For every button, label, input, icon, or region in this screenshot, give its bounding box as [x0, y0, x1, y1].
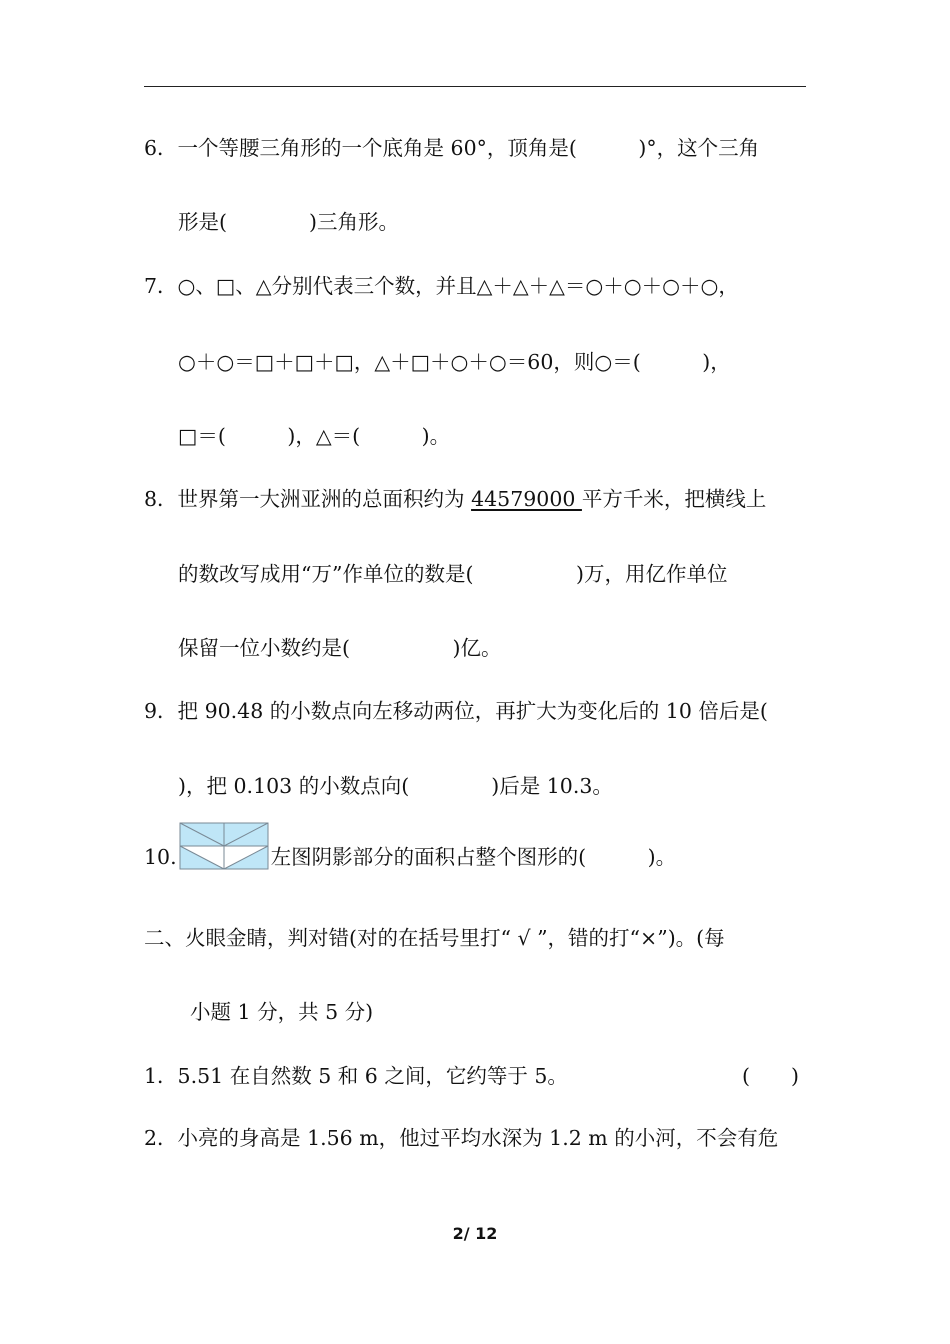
- question-text: 5.51 在自然数 5 和 6 之间，它约等于 5。: [177, 1064, 568, 1088]
- question-text: 小亮的身高是 1.56 m，他过平均水深为 1.2 m 的小河，不会有危: [177, 1126, 779, 1150]
- question-text: 世界第一大洲亚洲的总面积约为: [177, 487, 472, 511]
- judge-item-1: [144, 1062, 568, 1090]
- section-2-heading-line-1: 二、火眼金睛，判对错(对的在括号里打“ √ ”，错的打“×”)。(每: [144, 926, 725, 950]
- question-9-line-1: [144, 697, 768, 725]
- question-9-line-2: )，把 0.103 的小数点向( )后是 10.3。: [178, 774, 613, 798]
- question-8-line-1: [144, 485, 766, 513]
- question-text: 平方千米，把横线上: [581, 487, 767, 511]
- header-rule: [144, 86, 806, 87]
- question-7-line-1: [144, 272, 739, 300]
- question-text: ○、□、△分别代表三个数，并且△＋△＋△＝○＋○＋○＋○，: [177, 274, 739, 298]
- question-10-line: [144, 822, 676, 887]
- question-number: 6．: [144, 136, 178, 160]
- question-number: 1．: [144, 1064, 178, 1088]
- underlined-number: 44579000: [471, 487, 582, 511]
- question-number: 7．: [144, 274, 178, 298]
- question-number: 9．: [144, 699, 178, 723]
- question-8-line-3: 保留一位小数约是( )亿。: [178, 636, 502, 660]
- question-number: 8．: [144, 487, 178, 511]
- question-text: 一个等腰三角形的一个底角是 60°，顶角是( )°，这个三角: [177, 136, 760, 160]
- judge-item-2: [144, 1124, 778, 1152]
- question-7-line-3: □＝( )，△＝( )。: [178, 424, 451, 448]
- page-number: 2/ 12: [452, 1224, 498, 1243]
- question-number: 2．: [144, 1126, 178, 1150]
- question-6-line-1: [144, 134, 759, 162]
- shaded-figure: [179, 822, 269, 870]
- section-2-heading-line-2: 小题 1 分，共 5 分): [190, 1000, 374, 1024]
- question-8-line-2: 的数改写成用“万”作单位的数是( )万，用亿作单位: [178, 562, 728, 586]
- question-number: 10.: [144, 845, 177, 869]
- question-6-line-2: 形是( )三角形。: [178, 210, 399, 234]
- question-text: 把 90.48 的小数点向左移动两位，再扩大为变化后的 10 倍后是(: [177, 699, 768, 723]
- question-text: 左图阴影部分的面积占整个图形的( )。: [270, 845, 677, 869]
- answer-box: ( ): [742, 1064, 799, 1088]
- question-7-line-2: ○＋○＝□＋□＋□，△＋□＋○＋○＝60，则○＝( )，: [178, 350, 731, 374]
